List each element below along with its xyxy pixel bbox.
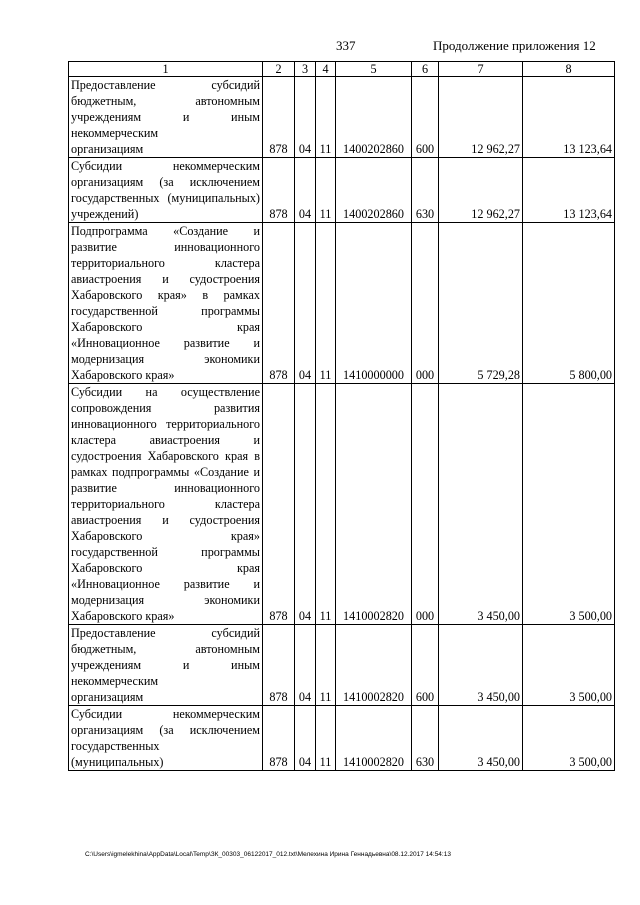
description-line: организациям (71, 690, 144, 704)
description-line: исключением (189, 175, 261, 189)
description-line: инновационного (71, 417, 157, 431)
description-line: Субсидии некоммерческим (71, 159, 260, 173)
amount-year1-cell: 12 962,27 (439, 77, 523, 158)
description-line: бюджетным, автономным (71, 94, 260, 108)
page-number: 337 (336, 38, 356, 53)
subsection-code-cell: 11 (316, 77, 336, 158)
description-line: (муниципальных) (71, 755, 164, 769)
row-description (69, 158, 263, 223)
amount-year1-cell: 3 450,00 (439, 625, 523, 706)
footer-file-path: C:\Users\igmelekhina\AppData\Local\Temp\ЗК_00303_06122017_012.txt\Мелехина Ирина Геннадьевна\08.12.2017 14:54:13 (85, 851, 451, 858)
ministry-code-cell: 878 (263, 384, 295, 625)
table-row (69, 158, 615, 223)
description-line: государственных (71, 739, 160, 753)
description-line: некоммерческим (71, 674, 159, 688)
amount-year1-cell: 3 450,00 (439, 706, 523, 771)
target-article-cell: 1410002820 (336, 625, 412, 706)
description-line: организациям (за (71, 175, 174, 189)
column-header-5: 5 (336, 62, 412, 77)
amount-year2-cell: 13 123,64 (523, 77, 615, 158)
amount-year2-cell: 5 800,00 (523, 223, 615, 384)
section-code-cell: 04 (295, 625, 316, 706)
description-line: «Инновационное развитие и (71, 336, 260, 350)
description-line: развитие инновационного (71, 240, 260, 254)
row-description (69, 77, 263, 158)
description-line: Субсидии некоммерческим (71, 707, 260, 721)
column-header-2: 2 (263, 62, 295, 77)
table-row (69, 625, 615, 706)
description-line: «Инновационное развитие и (71, 577, 260, 591)
description-line: сопровождения развития (71, 401, 260, 415)
description-line: Субсидии на осуществление (71, 385, 260, 399)
description-line: модернизация экономики (71, 593, 260, 607)
section-code-cell: 04 (295, 77, 316, 158)
description-line: учреждениям и иным (71, 658, 260, 672)
description-line: Предоставление субсидий (71, 626, 260, 640)
description-line: Хабаровского края (71, 561, 260, 575)
description-line: организациям (71, 142, 144, 156)
table-row (69, 706, 615, 771)
amount-year2-cell: 3 500,00 (523, 384, 615, 625)
description-line: государственной программы (71, 545, 260, 559)
target-article-cell: 1410002820 (336, 384, 412, 625)
amount-year1-cell: 3 450,00 (439, 384, 523, 625)
description-line: (муниципальных) (167, 191, 260, 205)
description-line: организациям (за (71, 723, 174, 737)
row-description (69, 706, 263, 771)
column-header-6: 6 (412, 62, 439, 77)
description-line: Хабаровского края» в рамках (71, 288, 260, 302)
description-line: государственных (71, 191, 160, 205)
description-line: государственной программы (71, 304, 260, 318)
subsection-code-cell: 11 (316, 223, 336, 384)
ministry-code-cell: 878 (263, 77, 295, 158)
continuation-label: Продолжение приложения 12 (433, 38, 596, 53)
description-line: учреждениям и иным (71, 110, 260, 124)
ministry-code-cell: 878 (263, 625, 295, 706)
column-number-row (69, 62, 615, 77)
target-article-cell: 1400202860 (336, 158, 412, 223)
row-description (69, 223, 263, 384)
table-row (69, 77, 615, 158)
budget-table (68, 61, 615, 771)
description-line: Хабаровского края в рамках (71, 449, 260, 479)
column-header-4: 4 (316, 62, 336, 77)
column-header-7: 7 (439, 62, 523, 77)
amount-year2-cell: 13 123,64 (523, 158, 615, 223)
column-header-3: 3 (295, 62, 316, 77)
column-header-1: 1 (69, 62, 263, 77)
expense-type-cell: 000 (412, 223, 439, 384)
description-line: некоммерческим (71, 126, 159, 140)
amount-year2-cell: 3 500,00 (523, 625, 615, 706)
subsection-code-cell: 11 (316, 706, 336, 771)
expense-type-cell: 630 (412, 158, 439, 223)
description-line: территориального кластера (71, 497, 260, 511)
target-article-cell: 1400202860 (336, 77, 412, 158)
section-code-cell: 04 (295, 384, 316, 625)
amount-year2-cell: 3 500,00 (523, 706, 615, 771)
table-body (69, 77, 615, 771)
description-line: территориального кластера (71, 417, 260, 447)
description-line: Хабаровского края (71, 320, 260, 334)
description-line: Хабаровского края» (71, 368, 175, 382)
description-line: авиастроения и судостроения (71, 433, 260, 463)
table-row (69, 384, 615, 625)
expense-type-cell: 600 (412, 77, 439, 158)
subsection-code-cell: 11 (316, 625, 336, 706)
ministry-code-cell: 878 (263, 158, 295, 223)
expense-type-cell: 600 (412, 625, 439, 706)
section-code-cell: 04 (295, 223, 316, 384)
amount-year1-cell: 5 729,28 (439, 223, 523, 384)
description-line: исключением (189, 723, 261, 737)
description-line: авиастроения и судостроения (71, 272, 260, 286)
description-line: бюджетным, автономным (71, 642, 260, 656)
description-line: Предоставление субсидий (71, 78, 260, 92)
ministry-code-cell: 878 (263, 706, 295, 771)
section-code-cell: 04 (295, 706, 316, 771)
description-line: Хабаровского края» (71, 529, 260, 543)
ministry-code-cell: 878 (263, 223, 295, 384)
section-code-cell: 04 (295, 158, 316, 223)
description-line: модернизация экономики (71, 352, 260, 366)
description-line: подпрограммы «Создание и (112, 465, 260, 479)
description-line: авиастроения и судостроения (71, 513, 260, 527)
subsection-code-cell: 11 (316, 384, 336, 625)
target-article-cell: 1410002820 (336, 706, 412, 771)
column-header-8: 8 (523, 62, 615, 77)
description-line: Хабаровского края» (71, 609, 175, 623)
row-description (69, 384, 263, 625)
description-line: Подпрограмма «Создание и (71, 224, 260, 238)
table-row (69, 223, 615, 384)
description-line: учреждений) (71, 207, 139, 221)
subsection-code-cell: 11 (316, 158, 336, 223)
description-line: территориального кластера (71, 256, 260, 270)
expense-type-cell: 000 (412, 384, 439, 625)
expense-type-cell: 630 (412, 706, 439, 771)
amount-year1-cell: 12 962,27 (439, 158, 523, 223)
description-line: развитие инновационного (71, 481, 260, 495)
target-article-cell: 1410000000 (336, 223, 412, 384)
row-description (69, 625, 263, 706)
